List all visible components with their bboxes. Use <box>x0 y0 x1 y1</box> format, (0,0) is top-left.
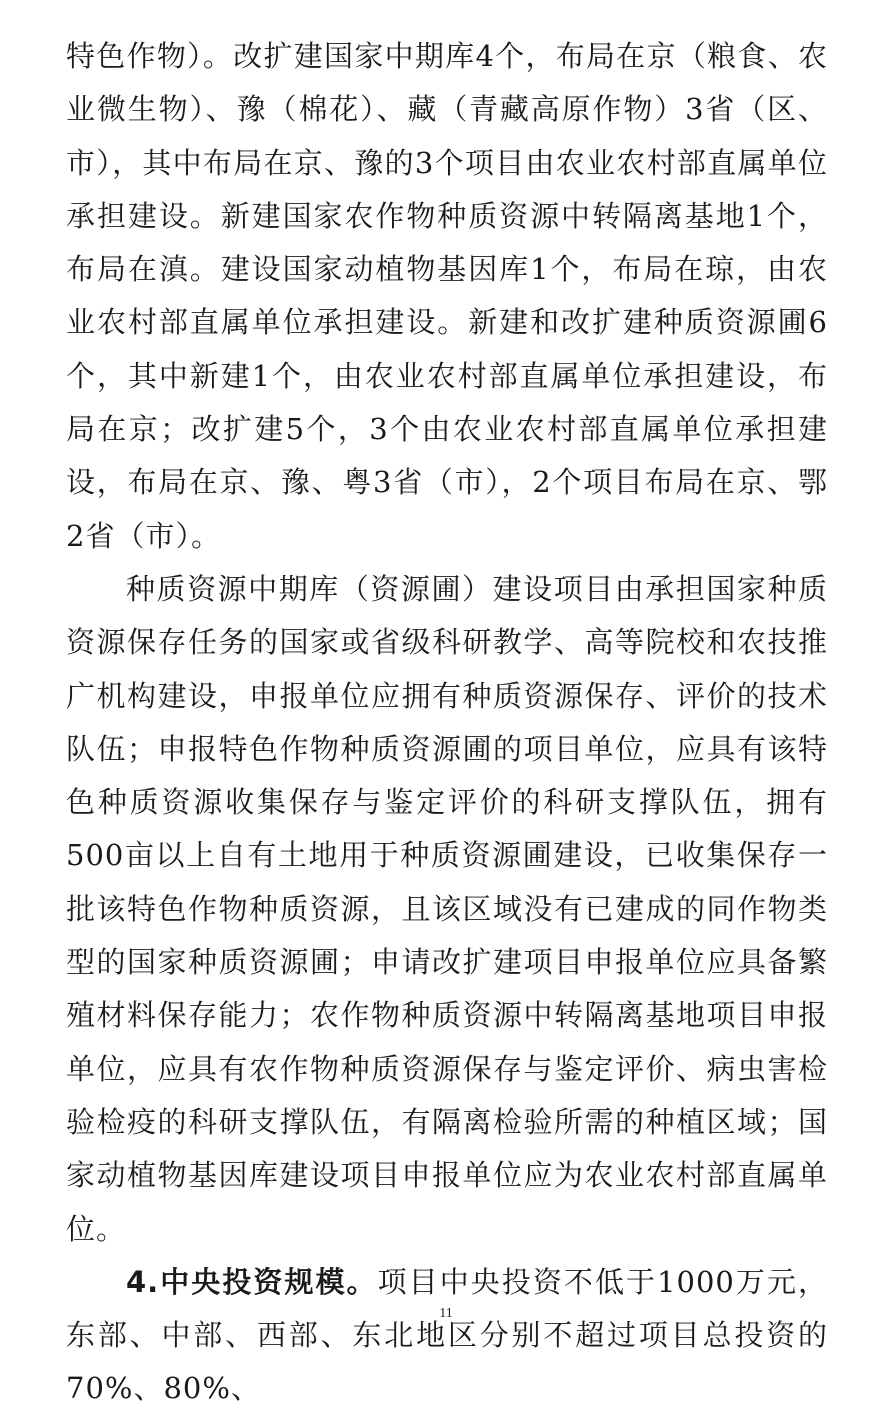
page-number: 11 <box>439 1306 453 1321</box>
paragraph-3 <box>66 1256 828 1416</box>
body-text <box>66 30 828 1416</box>
paragraph-1: 特色作物）。改扩建国家中期库4个，布局在京（粮食、农业微生物）、豫（棉花）、藏（青藏高原作物）3省（区、市），其中布局在京、豫的3个项目由农业农村部直属单位承担建设。新建国家农作物种质资源中转隔离基地1个，布局在滇。建设国家动植物基因库1个，布局在琼，由农业农村部直属单位承担建设。新建和改扩建种质资源圃6个，其中新建1个，由农业农村部直属单位承担建设，布局在京；改扩建5个，3个由农业农村部直属单位承担建设，布局在京、豫、粤3省（市），2个项目布局在京、鄂2省（市）。 <box>66 39 828 553</box>
paragraph-3-text: 项目中央投资不低于1000万元，东部、中部、西部、东北地区分别不超过项目总投资的70%、80%、 <box>66 1264 828 1406</box>
paragraph-2: 种质资源中期库（资源圃）建设项目由承担国家种质资源保存任务的国家或省级科研教学、高等院校和农技推广机构建设，申报单位应拥有种质资源保存、评价的技术队伍；申报特色作物种质资源圃的项目单位，应具有该特色种质资源收集保存与鉴定评价的科研支撑队伍，拥有500亩以上自有土地用于种质资源圃建设，已收集保存一批该特色作物种质资源，且该区域没有已建成的同作物类型的国家种质资源圃；申请改扩建项目申报单位应具备繁殖材料保存能力；农作物种质资源中转隔离基地项目申报单位，应具有农作物种质资源保存与鉴定评价、病虫害检验检疫的科研支撑队伍，有隔离检验所需的种植区域；国家动植物基因库建设项目申报单位应为农业农村部直属单位。 <box>66 571 828 1246</box>
section-heading: 4.中央投资规模。 <box>126 1264 378 1299</box>
